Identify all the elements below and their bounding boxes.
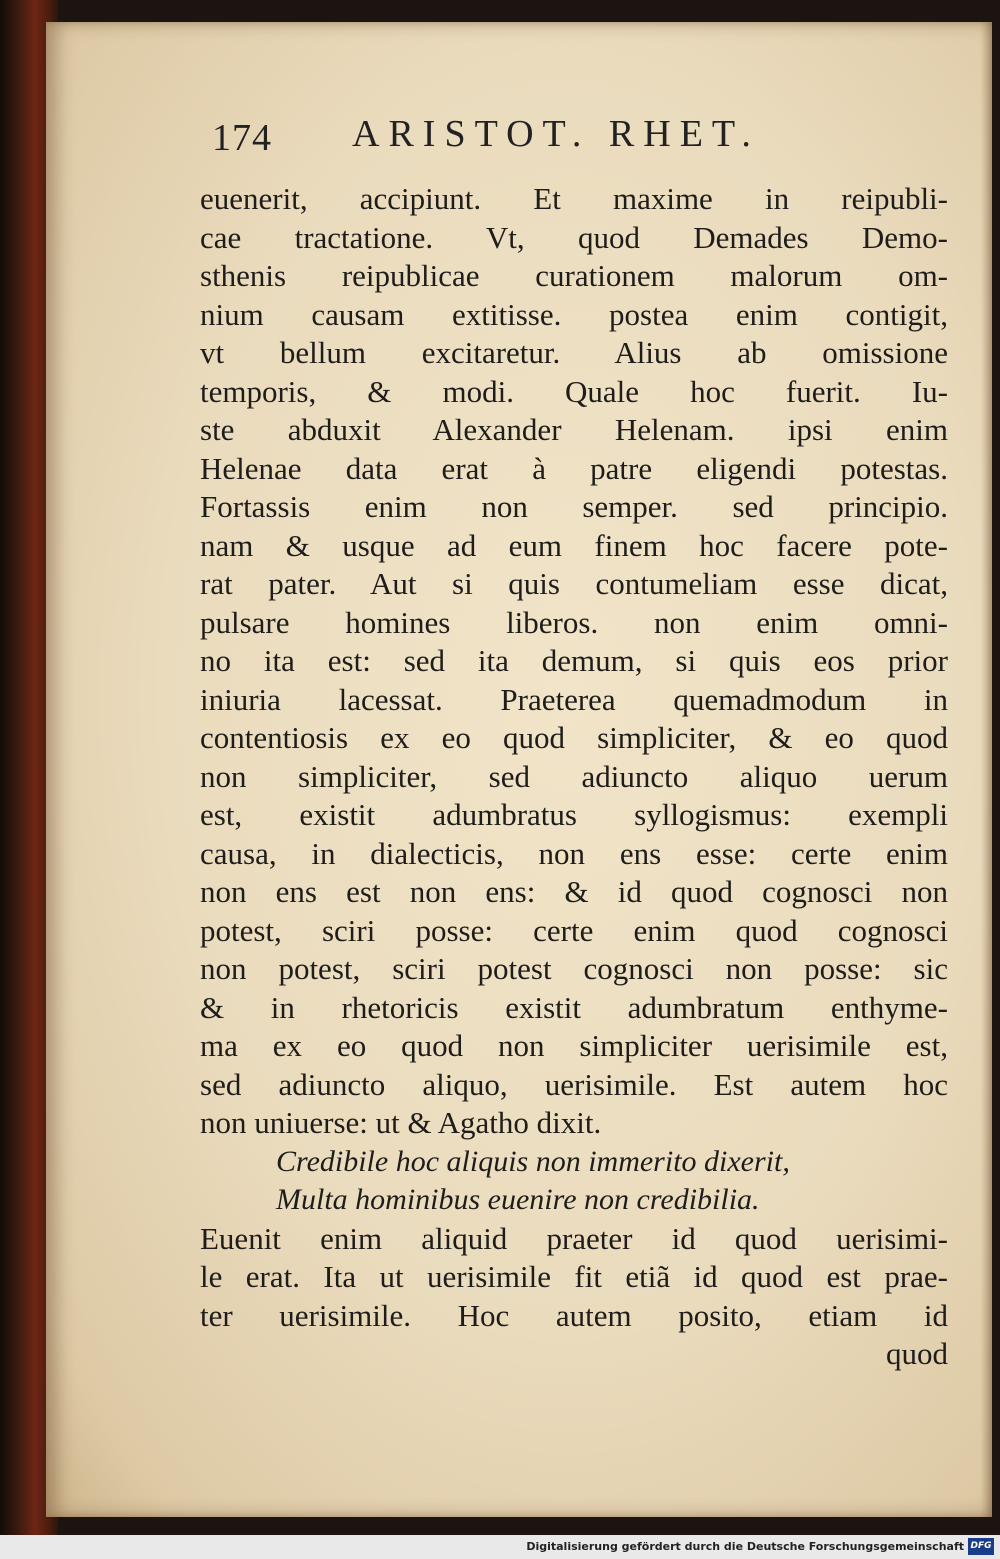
text-line: non simpliciter, sed adiuncto aliquo uerum xyxy=(200,758,948,794)
text-line: ter uerisimile. Hoc autem posito, etiam id xyxy=(200,1297,948,1333)
text-line: no ita est: sed ita demum, si quis eos prior xyxy=(200,643,948,678)
text-line: cae tractatione. Vt, quod Demades Demo- xyxy=(200,219,948,255)
catchword: quod xyxy=(886,1336,948,1371)
text-line: nium causam extitisse. postea enim contigit, xyxy=(200,296,948,332)
page-header xyxy=(212,112,912,170)
verse-line: Multa hominibus euenire non credibilia. xyxy=(276,1183,760,1216)
text-line: potest, sciri posse: certe enim quod cognosci xyxy=(200,912,948,948)
text-line: & in rhetoricis existit adumbratum enthyme- xyxy=(200,989,948,1025)
page-fore-edge xyxy=(980,22,992,1517)
text-line: vt bellum excitaretur. Alius ab omissione xyxy=(200,335,948,370)
text-line: euenerit, accipiunt. Et maxime in reipubli- xyxy=(200,181,948,216)
page-text xyxy=(200,180,948,1374)
verse-line: Credibile hoc aliquis non immerito dixerit, xyxy=(276,1144,790,1178)
text-line: non potest, sciri potest cognosci non posse: sic xyxy=(200,951,948,986)
text-line: le erat. Ita ut uerisimile fit etiã id quod est prae- xyxy=(200,1259,948,1294)
funding-credit: Digitalisierung gefördert durch die Deutsche Forschungsgemeinschaft xyxy=(526,1540,964,1553)
text-line: causa, in dialecticis, non ens esse: certe enim xyxy=(200,835,948,871)
text-line: rat pater. Aut si quis contumeliam esse dicat, xyxy=(200,566,948,601)
text-line: non uniuerse: ut & Agatho dixit. xyxy=(200,1105,602,1140)
text-line: Fortassis enim non semper. sed principio. xyxy=(200,489,948,524)
text-line: ma ex eo quod non simpliciter uerisimile est, xyxy=(200,1028,948,1063)
text-line: nam & usque ad eum finem hoc facere pote- xyxy=(200,527,948,563)
text-line: non ens est non ens: & id quod cognosci non xyxy=(200,874,948,909)
text-line: Helenae data erat à patre eligendi potestas. xyxy=(200,450,948,486)
text-line: sed adiuncto aliquo, uerisimile. Est autem hoc xyxy=(200,1066,948,1102)
text-line: pulsare homines liberos. non enim omni- xyxy=(200,604,948,640)
digitization-credit-bar xyxy=(0,1535,1000,1559)
text-line: ste abduxit Alexander Helenam. ipsi enim xyxy=(200,412,948,447)
page-number: 174 xyxy=(212,117,272,159)
running-head: ARISTOT. RHET. xyxy=(352,113,760,155)
text-line: contentiosis ex eo quod simpliciter, & eo quod xyxy=(200,720,948,755)
text-line: Euenit enim aliquid praeter id quod uerisimi- xyxy=(200,1220,948,1256)
dfg-logo-icon: DFG xyxy=(968,1538,994,1555)
text-line: sthenis reipublicae curationem malorum om- xyxy=(200,258,948,293)
text-line: est, existit adumbratus syllogismus: exempli xyxy=(200,797,948,832)
text-line: iniuria lacessat. Praeterea quemadmodum in xyxy=(200,681,948,717)
text-line: temporis, & modi. Quale hoc fuerit. Iu- xyxy=(200,373,948,409)
